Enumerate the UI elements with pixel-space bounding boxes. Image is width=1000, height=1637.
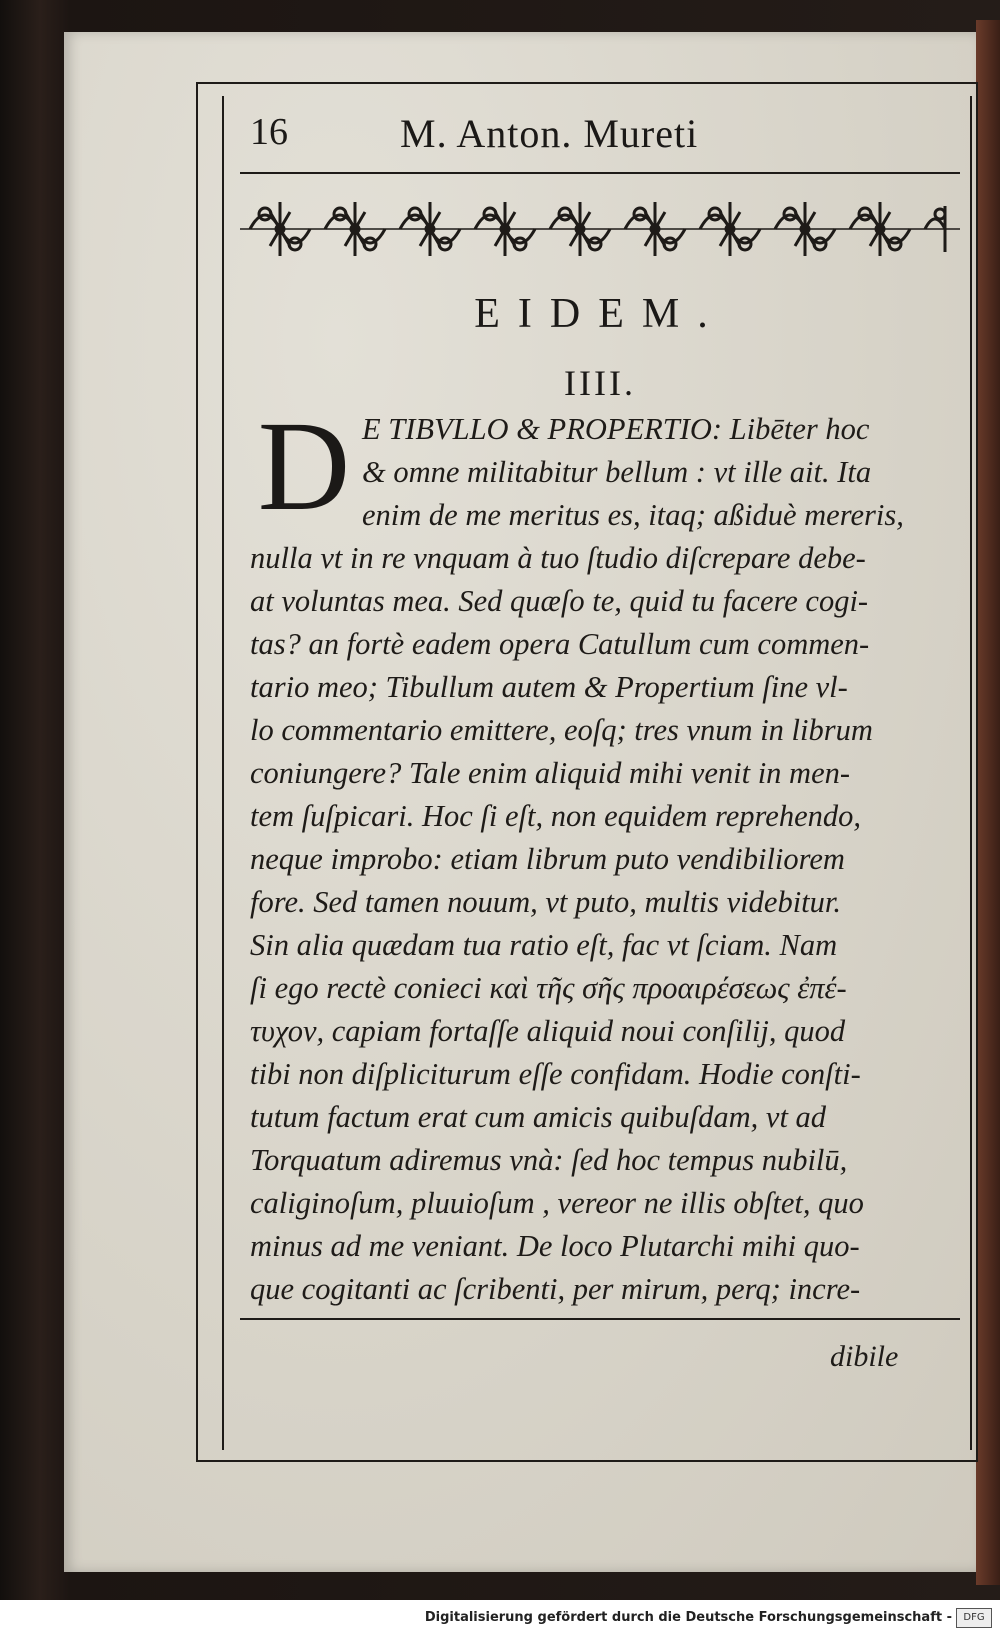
text-line: tem ſuſpicari. Hoc ſi eſt, non equidem reprehendo, xyxy=(250,799,861,833)
frame-inner-right-rule xyxy=(970,96,972,1450)
text-line: coniungere? Tale enim aliquid mihi venit in men- xyxy=(250,756,851,790)
frame-inner-left-rule xyxy=(222,96,224,1450)
dfg-logo: DFG xyxy=(956,1608,992,1628)
catchword: dibile xyxy=(830,1340,899,1373)
text-line: caliginoſum, pluuioſum , vereor ne illis obſtet, quo xyxy=(250,1186,864,1220)
footer-credit: Digitalisierung gefördert durch die Deutsche Forschungsgemeinschaft - xyxy=(424,1610,952,1625)
section-number: IIII. xyxy=(564,363,636,403)
text-line: E TIBVLLO & PROPERTIO: Libēter hoc xyxy=(362,412,870,446)
head-rule xyxy=(240,172,960,174)
text-line: minus ad me veniant. De loco Plutarchi mihi quo- xyxy=(250,1229,860,1263)
text-line: enim de me meritus es, itaq; aßiduè mereris, xyxy=(362,498,904,532)
section-title: EIDEM. xyxy=(474,291,726,337)
running-head xyxy=(250,110,950,170)
foot-rule xyxy=(240,1318,960,1320)
text-line: tutum factum erat cum amicis quibuſdam, vt ad xyxy=(250,1100,827,1134)
text-line: Sin alia quædam tua ratio eſt, fac vt ſciam. Nam xyxy=(250,928,838,962)
text-line: neque improbo: etiam librum puto vendibiliorem xyxy=(250,842,845,876)
text-line: tario meo; Tibullum autem & Propertium ſine vl- xyxy=(250,670,848,704)
digitization-footer xyxy=(0,1600,1000,1637)
text-line: lo commentario emittere, eoſq; tres vnum in librum xyxy=(250,713,873,747)
page-number: 16 xyxy=(250,111,288,153)
book-edge xyxy=(976,20,1000,1585)
text-line: fore. Sed tamen nouum, vt puto, multis videbitur. xyxy=(250,885,842,919)
text-line: nulla vt in re vnquam à tuo ſtudio diſcrepare debe- xyxy=(250,541,866,575)
drop-cap: D xyxy=(257,395,351,537)
text-line: at voluntas mea. Sed quæſo te, quid tu facere cogi- xyxy=(250,584,869,618)
text-line: tibi non diſpliciturum eſſe confidam. Hodie conſti- xyxy=(250,1057,861,1091)
letter-body xyxy=(250,537,960,1311)
text-line: ſi ego rectè conieci καὶ τῆς σῆς προαιρέσεως ἐπέ- xyxy=(250,971,847,1005)
opening-lines xyxy=(362,408,962,537)
text-line: Torquatum adiremus vnà: ſed hoc tempus nubilū, xyxy=(250,1143,848,1177)
text-line: tas? an fortè eadem opera Catullum cum commen- xyxy=(250,627,870,661)
text-line: & omne militabitur bellum : vt ille ait. Ita xyxy=(362,455,872,489)
text-line: que cogitanti ac ſcribenti, per mirum, perq; incre- xyxy=(250,1272,861,1306)
ornamental-band xyxy=(240,192,960,266)
running-title: M. Anton. Mureti xyxy=(400,111,699,156)
text-line: τυχον, capiam fortaſſe aliquid noui conſilij, quod xyxy=(250,1014,846,1048)
